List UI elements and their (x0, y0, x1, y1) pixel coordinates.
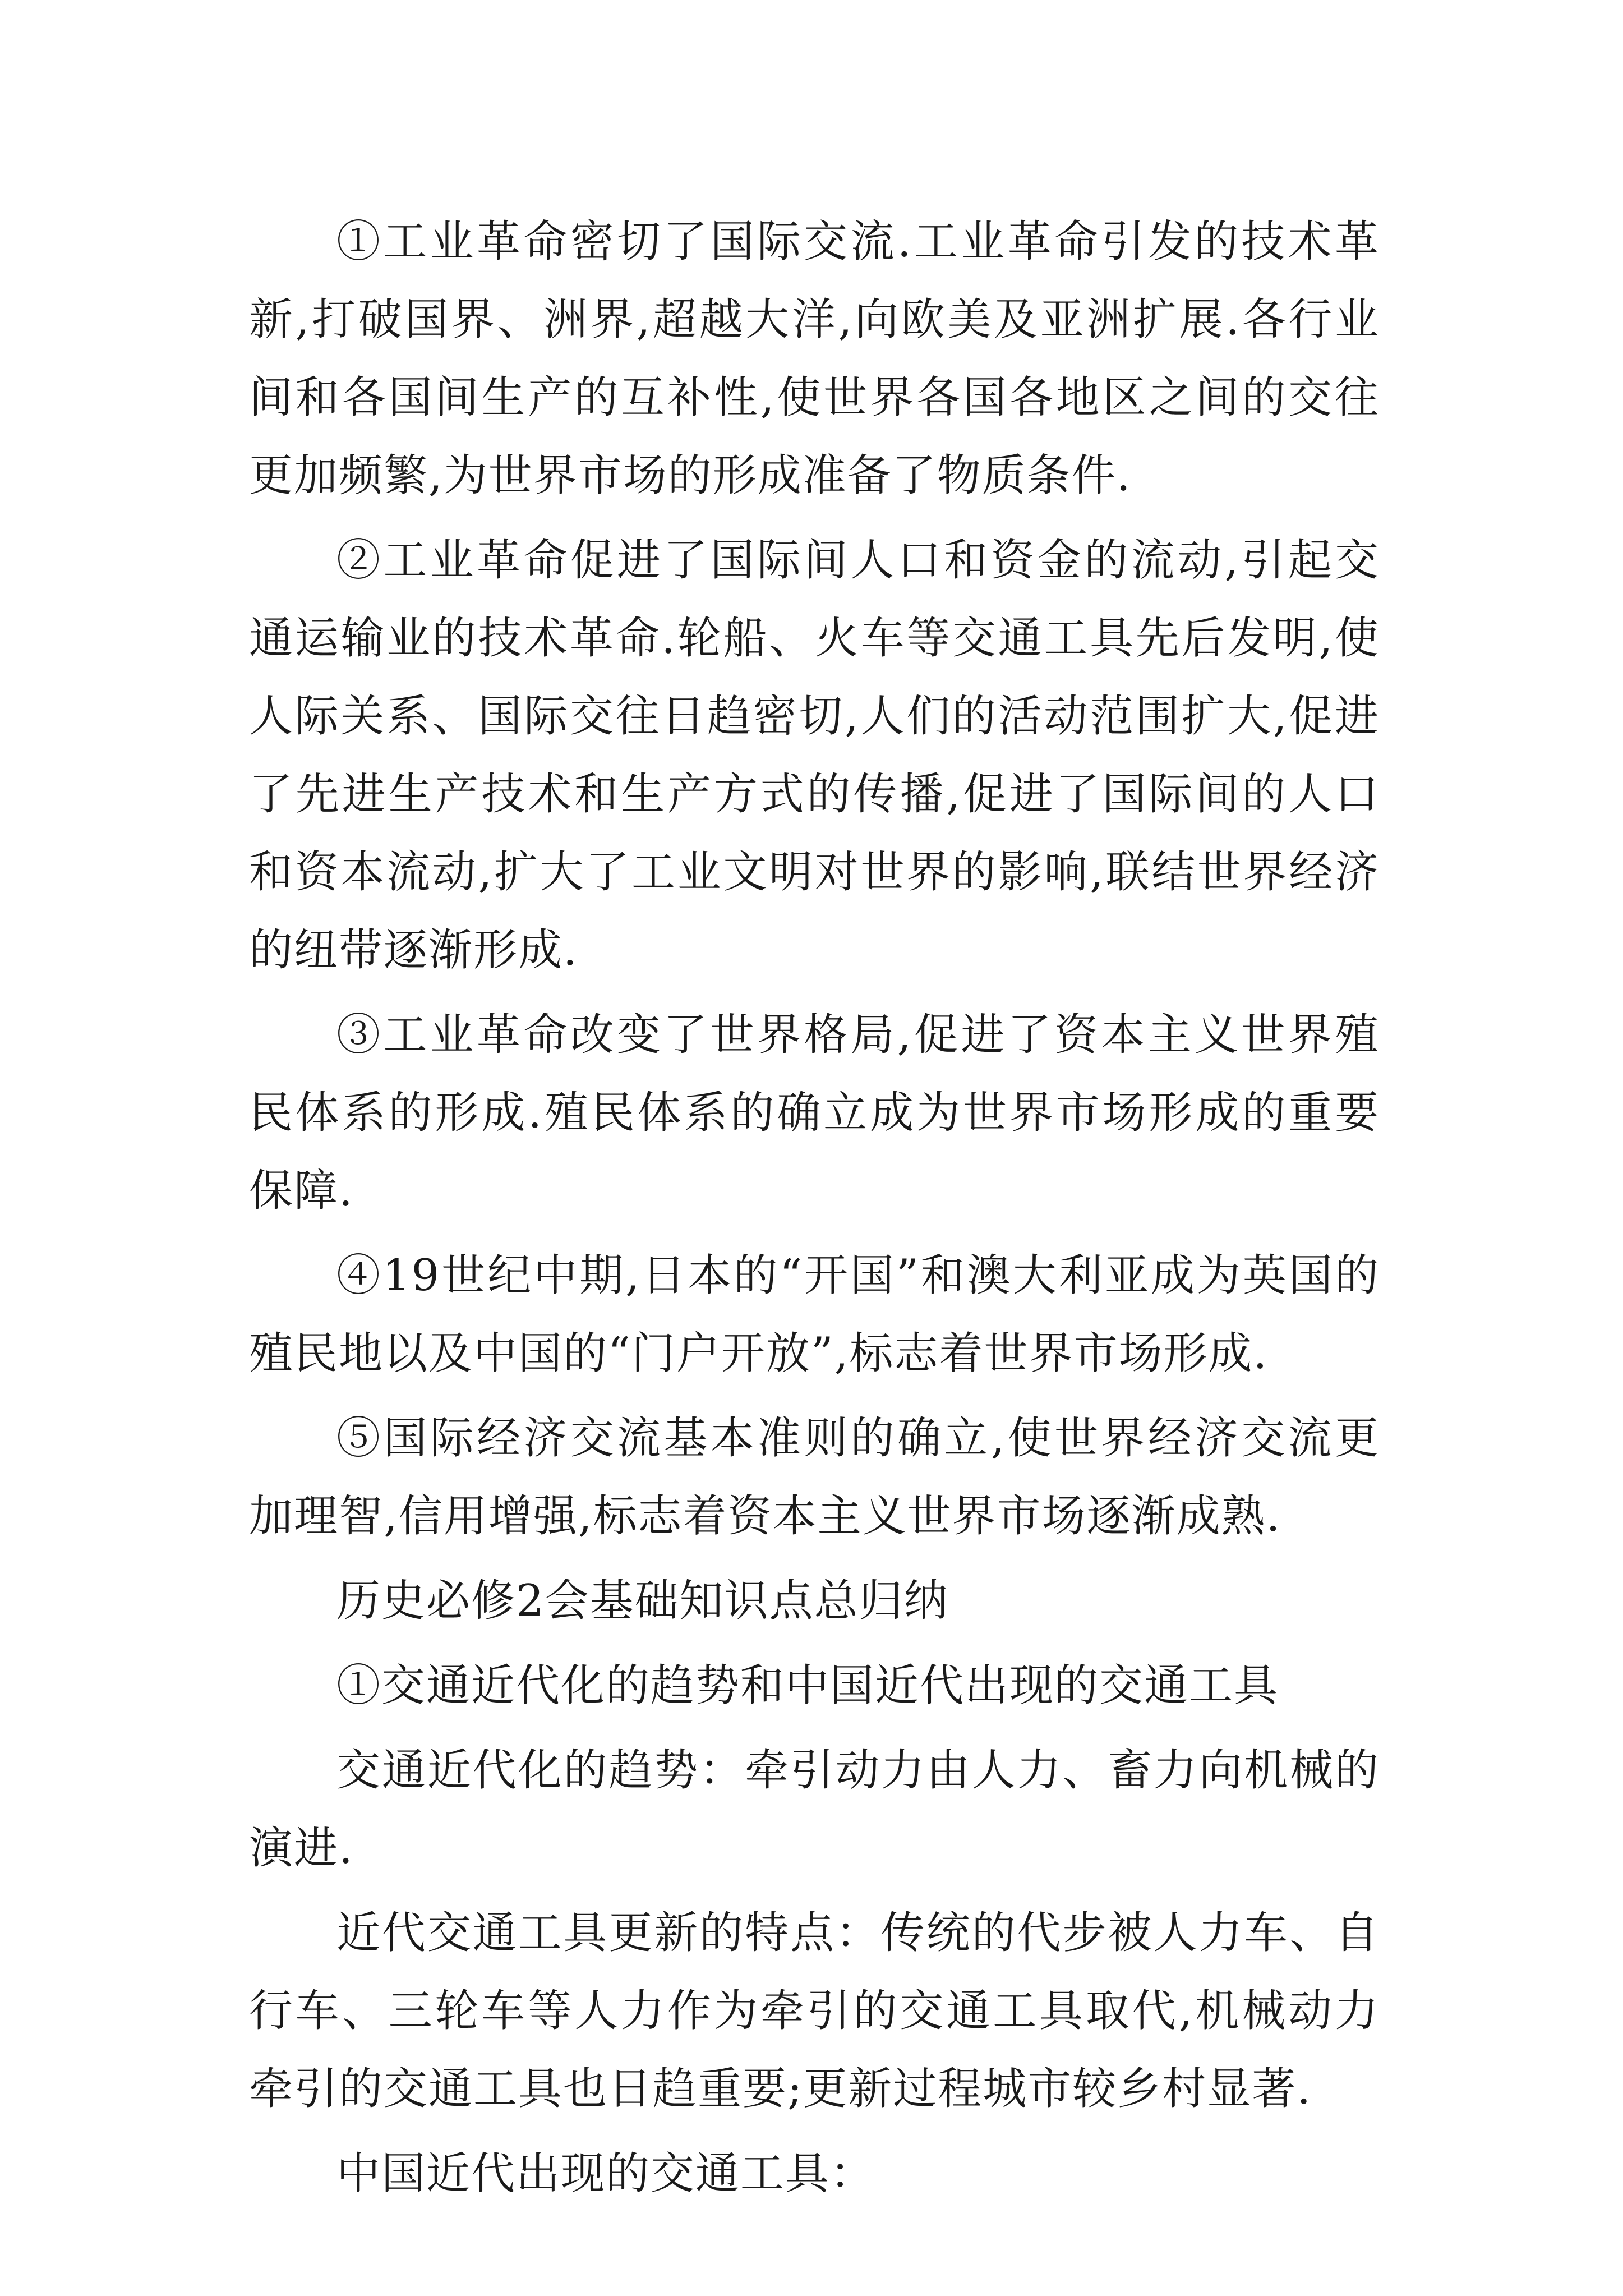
paragraph-world-market-formed: ④19世纪中期,日本的“开国”和澳大利亚成为英国的殖民地以及中国的“门户开放”,标志着世界市场形成. (249, 1250, 1380, 1379)
paragraph-industrial-revolution-exchange: ①工业革命密切了国际交流.工业革命引发的技术革新,打破国界、洲界,超越大洋,向欧美及亚洲扩展.各行业间和各国间生产的互补性,使世界各国各地区之间的交往更加频繁,为世界市场的形成准备了物质条件. (249, 217, 1380, 501)
paragraph-world-pattern-colonial-system: ③工业革命改变了世界格局,促进了资本主义世界殖民体系的形成.殖民体系的确立成为世界市场形成的重要保障. (249, 1010, 1380, 1216)
document-body (249, 203, 1380, 2213)
paragraph-transport-trend: 交通近代化的趋势：牵引动力由人力、畜力向机械的演进. (249, 1745, 1380, 1874)
paragraph-population-capital-flow: ②工业革命促进了国际间人口和资金的流动,引起交通运输业的技术革命.轮船、火车等交通工具先后发明,使人际关系、国际交往日趋密切,人们的活动范围扩大,促进了先进生产技术和生产方式的传播,促进了国际间的人口和资本流动,扩大了工业文明对世界的影响,联结世界经济的纽带逐渐形成. (249, 535, 1380, 976)
paragraph-transport-update-features: 近代交通工具更新的特点：传统的代步被人力车、自行车、三轮车等人力作为牵引的交通工具取代,机械动力牵引的交通工具也日趋重要;更新过程城市较乡村显著. (249, 1908, 1380, 2114)
paragraph-modern-china-transport: 中国近代出现的交通工具： (336, 2148, 875, 2199)
paragraph-world-market-mature: ⑤国际经济交流基本准则的确立,使世界经济交流更加理智,信用增强,标志着资本主义世界市场逐渐成熟. (249, 1413, 1380, 1542)
section-heading: 历史必修2会基础知识点总归纳 (336, 1576, 949, 1626)
paragraph-transport-modernization-topic: ①交通近代化的趋势和中国近代出现的交通工具 (336, 1660, 1279, 1711)
